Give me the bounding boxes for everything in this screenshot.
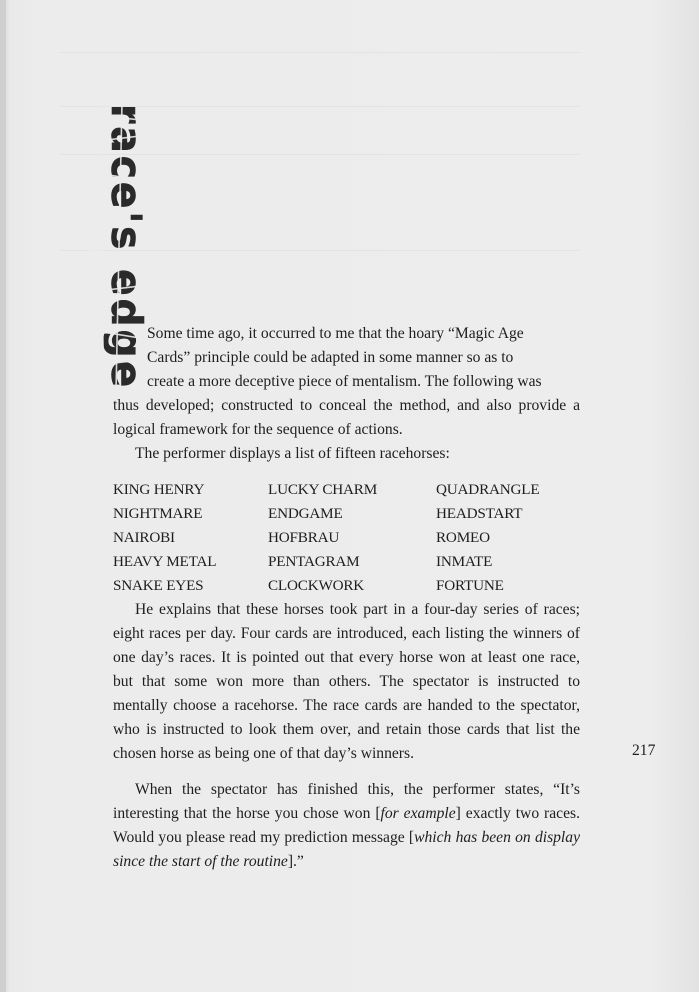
horse-name: HEAVY METAL [113, 553, 217, 570]
show-through-line [60, 52, 580, 53]
horse-name: KING HENRY [113, 481, 205, 498]
horse-name: SNAKE EYES [113, 577, 204, 594]
paragraph-intro [113, 322, 580, 442]
horse-name: LUCKY CHARM [268, 481, 378, 498]
intro-line-3: create a more deceptive piece of mentalism. The following was [147, 373, 542, 390]
horse-name: NAIROBI [113, 529, 175, 546]
horse-name: HEADSTART [436, 505, 523, 522]
horse-name: HOFBRAU [268, 529, 340, 546]
prediction-text-b: ] exactly two races. Would you please read my prediction message [ [113, 805, 580, 846]
paragraph-prediction [113, 778, 580, 874]
intro-line-1: Some time ago, it occurred to me that the hoary “Magic Age [147, 325, 524, 342]
prediction-italic-display: which has been on display since the start of the routine [113, 829, 580, 870]
horse-name: PENTAGRAM [268, 553, 360, 570]
prediction-italic-example: for example [380, 805, 456, 822]
horse-name: CLOCKWORK [268, 577, 365, 594]
racehorse-list [113, 478, 580, 598]
horse-name: ROMEO [436, 529, 490, 546]
intro-rest: thus developed; constructed to conceal the method, and also provide a logical framework for the sequence of actions. [113, 397, 580, 438]
paragraph-explanation: He explains that these horses took part in a four-day series of races; eight races per day. Four cards are introduced, each listing the winners of one day’s races. It is pointed out that every horse won at least one race, but that some won more than others. The spectator is instructed to mentally choose a racehorse. The race cards are handed to the spectator, who is instructed to look them over, and retain those cards that list the chosen horse as being one of that day’s winners. [113, 601, 580, 762]
horse-name: FORTUNE [436, 577, 504, 594]
page-number: 217 [632, 742, 656, 759]
chapter-title-text: race's edge [102, 104, 151, 410]
intro-line-2: Cards” principle could be adapted in some manner so as to [147, 349, 514, 366]
page-gutter-shadow [0, 0, 6, 992]
prediction-text-a: When the spectator has finished this, the performer states, “It’s interesting that the horse you chose won [ [113, 781, 580, 822]
horse-name: INMATE [436, 553, 493, 570]
paragraph-list-intro: The performer displays a list of fifteen racehorses: [135, 445, 450, 462]
horse-name: QUADRANGLE [436, 481, 540, 498]
prediction-text-c: ].” [287, 853, 304, 870]
horse-name: ENDGAME [268, 505, 343, 522]
horse-name: NIGHTMARE [113, 505, 203, 522]
